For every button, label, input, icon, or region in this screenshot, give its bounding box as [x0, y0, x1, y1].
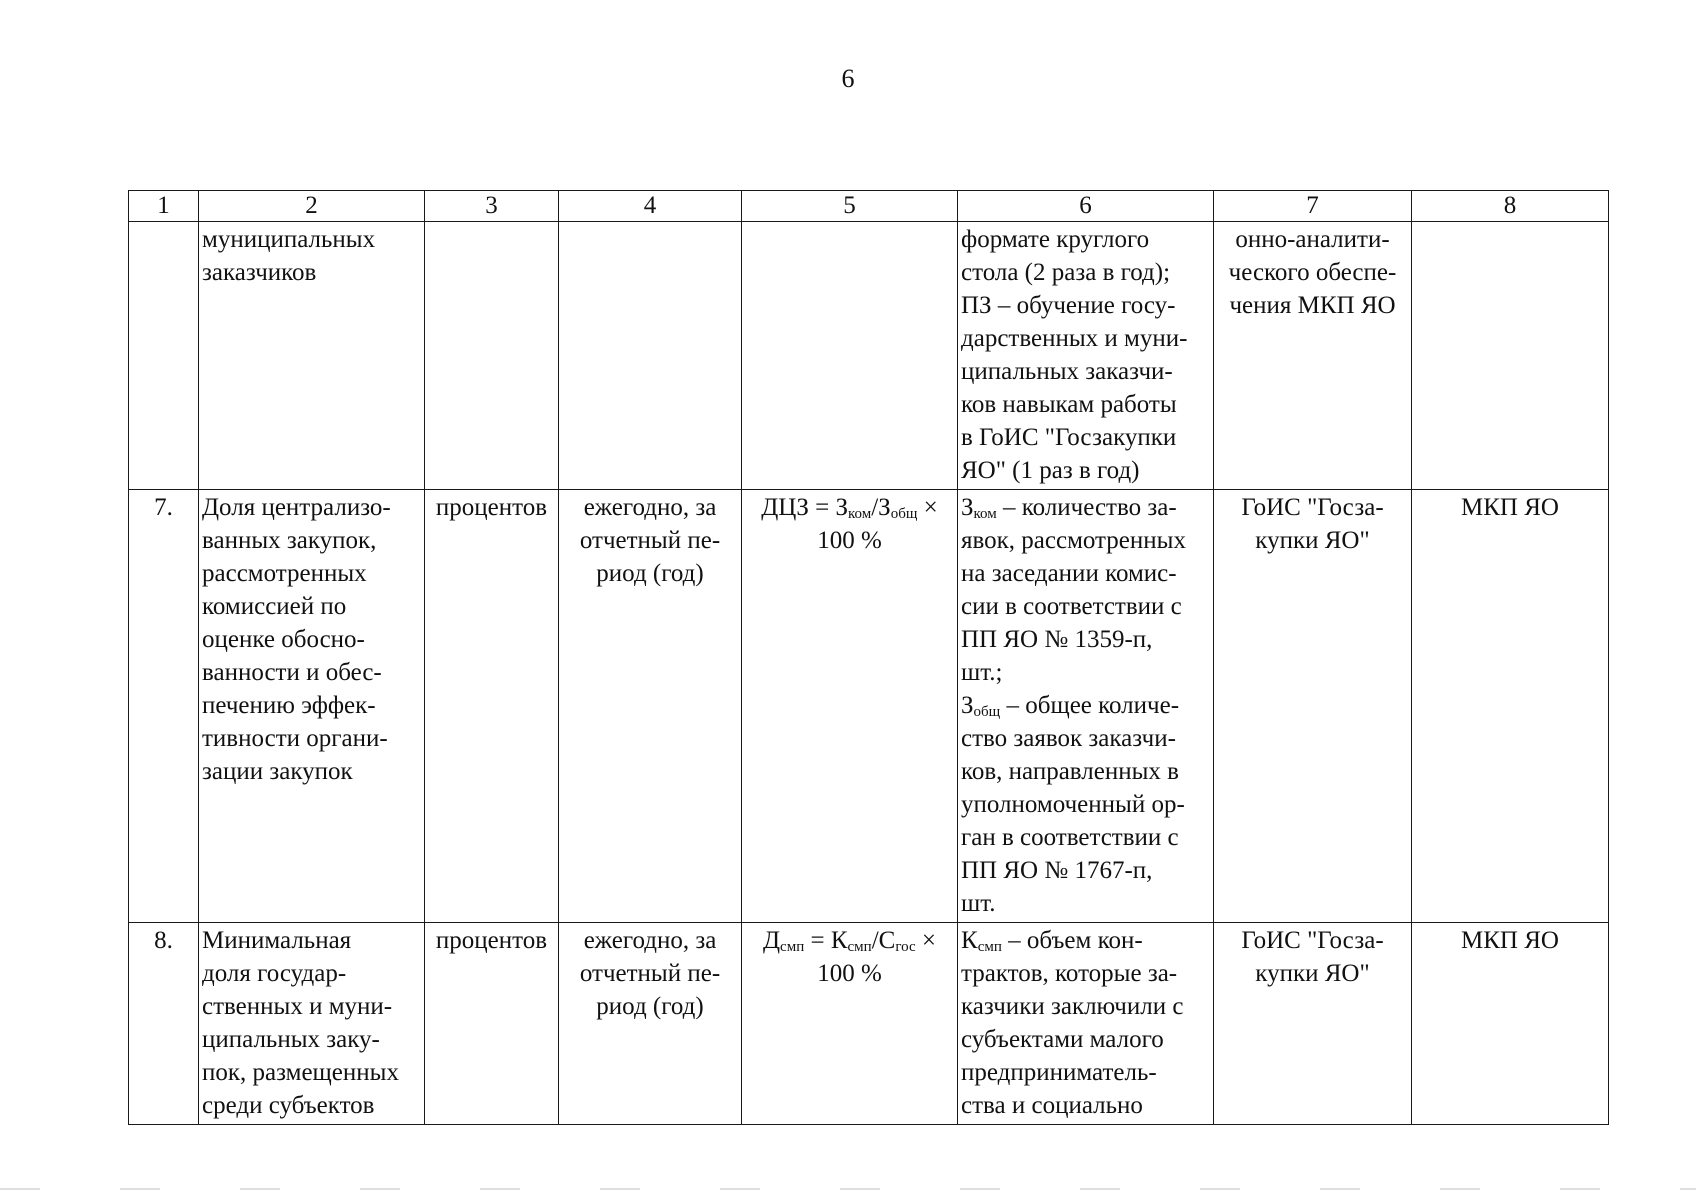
row-8-source: ГоИС "Госза- купки ЯО": [1214, 923, 1412, 1125]
row-7-desc-a-symbol: З: [961, 494, 974, 521]
row-8-period: ежегодно, за отчетный пе- риод (год): [559, 923, 742, 1125]
row-7-desc-a-text: – количество за- явок, рассмотренных на заседании комис- сии в соответствии с ПП ЯО № 1359-п, шт.;: [961, 494, 1186, 686]
row-7-formula-mid: /З: [871, 494, 891, 521]
row-8-formula-sub-smp2: смп: [847, 939, 872, 955]
row-8-formula-line2: 100 %: [817, 960, 882, 987]
row-7-formula-sub-obsh: общ: [890, 506, 918, 522]
row-8-desc-a-symbol: К: [961, 927, 978, 954]
row-7-desc-a-sub: ком: [973, 506, 997, 522]
row-8-responsible: МКП ЯО: [1412, 923, 1609, 1125]
row-8-formula-lhs: Д: [762, 927, 781, 954]
row-continued-unit: [425, 222, 559, 490]
indicators-table: [128, 190, 1609, 1125]
table-row-7: [129, 490, 1609, 923]
row-7-formula-sub-kom: ком: [848, 506, 872, 522]
row-7-source: ГоИС "Госза- купки ЯО": [1214, 490, 1412, 923]
row-continued-indicator: муниципальных заказчиков: [199, 222, 425, 490]
row-7-description: [958, 490, 1214, 923]
row-continued-period: [559, 222, 742, 490]
column-header-2: 2: [199, 191, 425, 222]
row-8-number: 8.: [129, 923, 199, 1125]
column-header-7: 7: [1214, 191, 1412, 222]
row-8-formula: [742, 923, 958, 1125]
row-7-period: ежегодно, за отчетный пе- риод (год): [559, 490, 742, 923]
row-7-desc-b-text: – общее количе- ство заявок заказчи- ков, направленных в уполномоченный ор- ган в соответствии с ПП ЯО № 1767-п, шт.: [961, 692, 1185, 917]
row-8-formula-sub-gos: гос: [895, 939, 916, 955]
row-continued-formula: [742, 222, 958, 490]
row-8-desc-a-text: – объем кон- трактов, которые за- казчики заключили с субъектами малого предприниматель- ства и социально: [961, 927, 1184, 1119]
row-7-formula-line2: 100 %: [817, 527, 882, 554]
table-row-8: [129, 923, 1609, 1125]
row-7-formula: [742, 490, 958, 923]
row-continued-source: онно-аналити- ческого обеспе- чения МКП ЯО: [1214, 222, 1412, 490]
row-7-indicator: Доля централизо- ванных закупок, рассмотренных комиссией по оценке обосно- ванности и обес- печению эффек- тивности органи- зации закупок: [199, 490, 425, 923]
row-7-number: 7.: [129, 490, 199, 923]
row-8-formula-sub-smp1: смп: [780, 939, 805, 955]
row-7-desc-b-sub: общ: [973, 704, 1001, 720]
row-8-unit: процентов: [425, 923, 559, 1125]
row-8-formula-mid2: /С: [871, 927, 896, 954]
column-header-8: 8: [1412, 191, 1609, 222]
row-continued-responsible: [1412, 222, 1609, 490]
column-header-6: 6: [958, 191, 1214, 222]
row-7-formula-rhs: ×: [917, 494, 938, 521]
row-continued-description: формате круглого стола (2 раза в год); ПЗ – обучение госу- дарственных и муни- ципальных заказчи- ков навыкам работы в ГоИС "Госзакупки ЯО" (1 раз в год): [958, 222, 1214, 490]
row-7-desc-b-symbol: З: [961, 692, 974, 719]
page-number: 6: [841, 64, 855, 93]
row-8-description: [958, 923, 1214, 1125]
column-header-5: 5: [742, 191, 958, 222]
row-8-formula-mid: = К: [804, 927, 848, 954]
row-7-formula-lhs: ДЦЗ = З: [761, 494, 848, 521]
row-continued-number: [129, 222, 199, 490]
row-8-desc-a-sub: смп: [977, 939, 1002, 955]
row-8-formula-rhs: ×: [915, 927, 936, 954]
column-header-4: 4: [559, 191, 742, 222]
column-header-1: 1: [129, 191, 199, 222]
row-8-indicator: Минимальная доля государ- ственных и муни- ципальных заку- пок, размещенных среди субъектов: [199, 923, 425, 1125]
row-7-unit: процентов: [425, 490, 559, 923]
column-header-3: 3: [425, 191, 559, 222]
table-header-row: [129, 191, 1609, 222]
row-7-responsible: МКП ЯО: [1412, 490, 1609, 923]
table-row-continued: [129, 222, 1609, 490]
scan-artifact-line: [0, 1188, 1696, 1190]
